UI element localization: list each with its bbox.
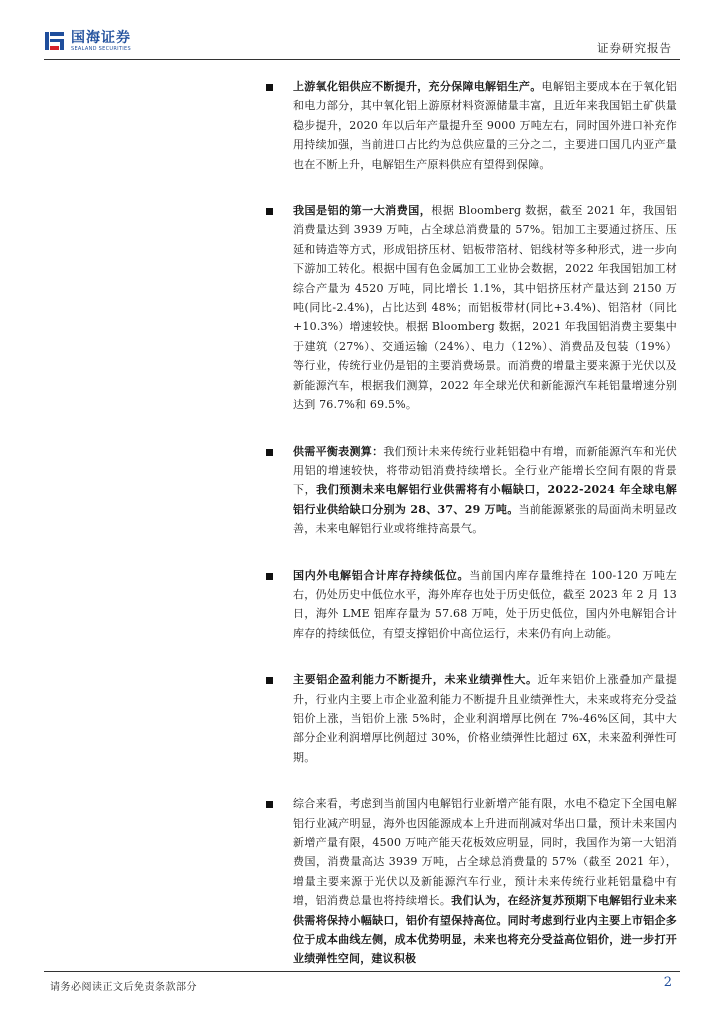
paragraph-lead: 主要铝企盈利能力不断提升，未来业绩弹性大。 xyxy=(293,673,538,687)
company-logo xyxy=(44,30,131,52)
paragraph-text xyxy=(293,442,677,539)
paragraph-text xyxy=(293,77,677,174)
paragraph-body: 我们预计未来传统行业耗铝稳中有增，而新能源汽车和光伏用铝的增速较快，将带动铝消费持续增长。全行业产能增长空间有限的背景下， xyxy=(293,444,677,497)
disclaimer-note: 请务必阅读正文后免责条款部分 xyxy=(50,982,197,993)
logo-cn-text: 国海证券 xyxy=(71,29,131,46)
paragraph-forecast: 我们预测未来电解铝行业供需将有小幅缺口，2022-2024 年全球电解铝行业供给缺口分别为 28、37、29 万吨。 xyxy=(293,483,677,516)
paragraph-alumina-supply xyxy=(280,77,684,174)
paragraph-tail: 当前能源紧张的局面尚未明显改善，未来电解铝行业或将维持高景气。 xyxy=(293,502,677,536)
bullet-square-icon xyxy=(266,449,273,456)
bullet-square-icon xyxy=(266,573,273,580)
paragraph-lead: 上游氧化铝供应不断提升，充分保障电解铝生产。 xyxy=(293,80,542,93)
paragraph-body: 近年来铝价上涨叠加产量提升，行业内主要上市企业盈利能力不断提升且业绩弹性大，未来或将充分受益铝价上涨，当铝价上涨 5%时，企业利润增厚比例在 7%-46%区间，其中大部分企业利润增厚比例超过 30%，价格业绩弹性比超过 6X，未来盈利弹性可期。 xyxy=(293,673,678,764)
paragraph-body: 电解铝主要成本在于氧化铝和电力部分，其中氧化铝上游原材料资源储量丰富，且近年来我国铝土矿供量稳步提升，2020 年以后年产量提升至 9000 万吨左右，同时国外进口补充作用持续加强，当前进口占比约为总供应量的三分之二，主要进口国几内亚产量也在不断上升，电解铝生产原料供应有望得到保障。 xyxy=(293,80,677,171)
bullet-square-icon xyxy=(266,801,273,808)
footer-divider xyxy=(44,971,680,972)
paragraph-body: 根据 Bloomberg 数据，截至 2021 年，我国铝消费量达到 3939 万吨，占全球总消费量的 57%。铝加工主要通过挤压、压延和铸造等方式，形成铝挤压材、铝板带箔材、铝线材等多种形式，进一步向下游加工转化。根据中国有色金属加工工业协会数据，2022 年我国铝加工材综合产量为 4520 万吨，同比增长 1.1%，其中铝挤压材产量达到 2150 万吨(同比-2.4%)，占比达到 48%；而铝板带材(同比+3.4%)、铝箔材（同比+10.3%）增速较快。根据 Bloomberg 数据，2021 年我国铝消费主要集中于建筑（27%）、交通运输（24%）、电力（12%）、消费品及包装（19%）等行业，传统行业仍是铝的主要消费场景。而消费的增量主要来源于光伏以及新能源汽车，根据我们测算，2022 年全球光伏和新能源汽车耗铝量增速分别达到 76.7%和 69.5%。 xyxy=(293,204,677,412)
paragraph-lead: 我国是铝的第一大消费国， xyxy=(293,204,432,218)
paragraph-lead: 国内外电解铝合计库存持续低位。 xyxy=(293,568,470,582)
paragraph-recommendation: 我们认为，在经济复苏预期下电解铝行业未来供需将保持小幅缺口，铝价有望保持高位。同时考虑到行业内主要上市铝企多位于成本曲线左侧，成本优势明显，未来也将充分受益高位铝价，进一步打开业绩弹性空间，建议积极 xyxy=(293,894,677,966)
bullet-square-icon xyxy=(266,677,273,684)
paragraph-consumption xyxy=(280,201,684,414)
page-number: 2 xyxy=(663,975,672,990)
document-type: 证券研究报告 xyxy=(597,41,672,55)
logo-en-text: SEALAND SECURITIES xyxy=(71,45,131,52)
bullet-square-icon xyxy=(266,84,273,91)
report-body xyxy=(280,77,684,969)
logo-mark-icon xyxy=(44,30,66,52)
paragraph-conclusion xyxy=(280,794,684,969)
paragraph-inventory xyxy=(280,566,684,644)
paragraph-lead: 供需平衡表测算： xyxy=(293,444,384,458)
paragraph-body: 当前国内库存量维持在 100-120 万吨左右，仍处历史中低位水平，海外库存也处于历史低位，截至 2023 年 2 月 13 日，海外 LME 铝库存量为 57.68 万吨，处于历史低位，国内外电解铝合计库存的持续低位，有望支撑铝价中高位运行，未来仍有向上动能。 xyxy=(293,568,677,640)
paragraph-text xyxy=(293,670,677,767)
logo-text xyxy=(71,31,131,52)
paragraph-text xyxy=(293,794,677,969)
paragraph-supply-demand xyxy=(280,442,684,539)
paragraph-text xyxy=(293,566,677,644)
paragraph-profitability xyxy=(280,670,684,767)
paragraph-body: 综合来看，考虑到当前国内电解铝行业新增产能有限，水电不稳定下全国电解铝行业减产明显，海外也因能源成本上升进而削减对华出口量，预计未来国内新增产量有限，4500 万吨产能天花板效应明显，同时，我国作为第一大铝消费国，消费量高达 3939 万吨，占全球总消费量的 57%（截至 2021 年），增量主要来源于光伏以及新能源汽车行业，预计未来传统行业耗铝量稳中有增，铝消费总量也将持续增长。 xyxy=(293,797,677,908)
paragraph-text xyxy=(293,201,677,414)
page-header xyxy=(0,0,724,60)
header-divider xyxy=(44,59,680,60)
bullet-square-icon xyxy=(266,208,273,215)
